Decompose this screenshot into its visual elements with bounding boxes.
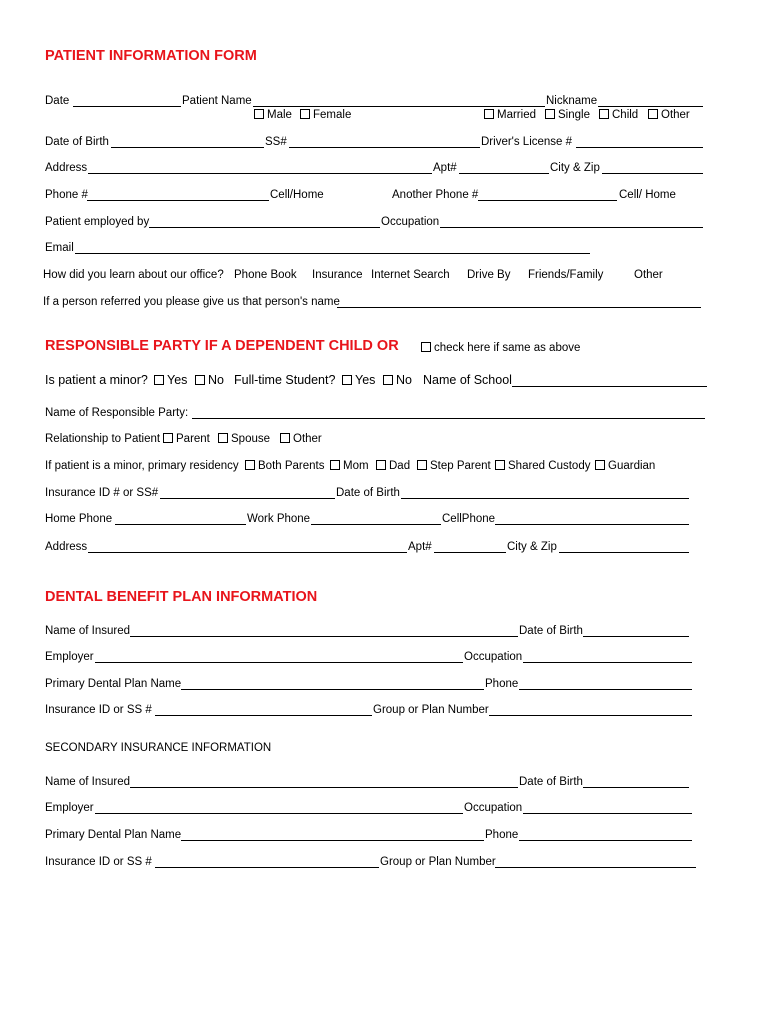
minor-yes-checkbox[interactable]	[154, 375, 164, 385]
dental-group-label: Group or Plan Number	[373, 704, 489, 716]
school-label: Name of School	[423, 373, 512, 387]
dental-plan-title: DENTAL BENEFIT PLAN INFORMATION	[45, 589, 318, 605]
city-zip-label: City & Zip	[550, 162, 600, 174]
sec-plan-name-field[interactable]	[181, 840, 484, 841]
dad-checkbox[interactable]	[376, 460, 386, 470]
both-parents-checkbox[interactable]	[245, 460, 255, 470]
minor-no-option[interactable]: No	[195, 373, 224, 387]
how-learn-label: How did you learn about our office?	[43, 269, 224, 281]
cell-phone-label: CellPhone	[442, 513, 496, 525]
dental-employer-field[interactable]	[95, 662, 463, 663]
apt-label: Apt#	[433, 162, 457, 174]
sec-name-insured-field[interactable]	[130, 787, 518, 788]
residency-both-parents[interactable]: Both Parents	[245, 459, 324, 473]
ss-label: SS#	[265, 136, 287, 148]
dental-name-insured-label: Name of Insured	[45, 625, 131, 637]
home-phone-field[interactable]	[115, 524, 246, 525]
fulltime-question: Full-time Student?	[234, 373, 336, 387]
same-as-above-option[interactable]: check here if same as above	[421, 341, 580, 355]
sec-employer-field[interactable]	[95, 813, 463, 814]
spouse-checkbox[interactable]	[218, 433, 228, 443]
email-field[interactable]	[75, 253, 590, 254]
rp-city-zip-label: City & Zip	[507, 541, 557, 553]
occupation-label: Occupation	[381, 216, 440, 228]
dental-plan-name-field[interactable]	[181, 689, 484, 690]
child-checkbox[interactable]	[599, 109, 609, 119]
residency-label: If patient is a minor, primary residency	[45, 460, 239, 472]
dob-label: Date of Birth	[45, 136, 109, 148]
rp-insurance-id-field[interactable]	[160, 498, 335, 499]
apt-field[interactable]	[459, 173, 549, 174]
sec-plan-name-label: Primary Dental Plan Name	[45, 829, 182, 841]
source-friends-family[interactable]: Friends/Family	[528, 269, 604, 281]
home-phone-label: Home Phone	[45, 513, 113, 525]
license-label: Driver's License #	[481, 136, 573, 148]
spouse-option[interactable]: Spouse	[218, 432, 270, 446]
employed-by-field[interactable]	[149, 227, 380, 228]
dental-dob-field[interactable]	[583, 636, 689, 637]
secondary-insurance-title: SECONDARY INSURANCE INFORMATION	[45, 742, 272, 754]
patient-form-title: PATIENT INFORMATION FORM	[45, 48, 257, 64]
sec-insurance-id-label: Insurance ID or SS #	[45, 856, 152, 868]
married-checkbox[interactable]	[484, 109, 494, 119]
sec-occupation-label: Occupation	[464, 802, 523, 814]
license-field[interactable]	[576, 147, 703, 148]
source-other[interactable]: Other	[634, 269, 663, 281]
relationship-label: Relationship to Patient	[45, 433, 161, 445]
dental-plan-name-label: Primary Dental Plan Name	[45, 678, 182, 690]
mom-checkbox[interactable]	[330, 460, 340, 470]
single-option[interactable]: Single	[545, 108, 590, 122]
address-label: Address	[45, 162, 88, 174]
occupation-field[interactable]	[440, 227, 703, 228]
nickname-field[interactable]	[598, 106, 703, 107]
work-phone-label: Work Phone	[247, 513, 311, 525]
sec-group-label: Group or Plan Number	[380, 856, 496, 868]
sec-group-field[interactable]	[495, 867, 696, 868]
relationship-other-option[interactable]: Other	[280, 432, 322, 446]
step-parent-checkbox[interactable]	[417, 460, 427, 470]
fulltime-no-checkbox[interactable]	[383, 375, 393, 385]
referred-field[interactable]	[337, 307, 701, 308]
dental-name-insured-field[interactable]	[130, 636, 518, 637]
sec-name-insured-label: Name of Insured	[45, 776, 131, 788]
guardian-checkbox[interactable]	[595, 460, 605, 470]
minor-yes-option[interactable]: Yes	[154, 373, 187, 387]
sec-insurance-id-field[interactable]	[155, 867, 379, 868]
responsible-name-label: Name of Responsible Party:	[45, 407, 189, 419]
dental-employer-label: Employer	[45, 651, 94, 663]
fulltime-no-option[interactable]: No	[383, 373, 412, 387]
referred-label: If a person referred you please give us that person's name	[43, 296, 340, 308]
female-option[interactable]: Female	[300, 108, 351, 122]
cell-home-label: Cell/Home	[270, 189, 324, 201]
minor-no-checkbox[interactable]	[195, 375, 205, 385]
residency-dad[interactable]: Dad	[376, 459, 410, 473]
residency-shared-custody[interactable]: Shared Custody	[495, 459, 590, 473]
another-phone-field[interactable]	[478, 200, 617, 201]
patient-name-label: Patient Name	[182, 95, 252, 107]
residency-step-parent[interactable]: Step Parent	[417, 459, 491, 473]
address-field[interactable]	[88, 173, 432, 174]
another-phone-label: Another Phone #	[392, 189, 479, 201]
nickname-label: Nickname	[546, 95, 598, 107]
sec-occupation-field[interactable]	[523, 813, 692, 814]
sec-employer-label: Employer	[45, 802, 94, 814]
dental-occupation-label: Occupation	[464, 651, 523, 663]
date-label: Date	[45, 95, 70, 107]
female-checkbox[interactable]	[300, 109, 310, 119]
dob-field[interactable]	[111, 147, 264, 148]
sec-phone-label: Phone	[485, 829, 519, 841]
fulltime-yes-checkbox[interactable]	[342, 375, 352, 385]
date-field[interactable]	[73, 106, 181, 107]
rp-address-field[interactable]	[88, 552, 407, 553]
relationship-other-checkbox[interactable]	[280, 433, 290, 443]
source-drive-by[interactable]: Drive By	[467, 269, 511, 281]
rp-apt-label: Apt#	[408, 541, 432, 553]
rp-insurance-id-label: Insurance ID # or SS#	[45, 487, 159, 499]
responsible-party-title: RESPONSIBLE PARTY IF A DEPENDENT CHILD OR	[45, 338, 399, 354]
single-checkbox[interactable]	[545, 109, 555, 119]
email-label: Email	[45, 242, 74, 254]
sec-dob-label: Date of Birth	[519, 776, 583, 788]
married-option[interactable]: Married	[484, 108, 536, 122]
phone-field[interactable]	[87, 200, 269, 201]
source-phone-book[interactable]: Phone Book	[234, 269, 297, 281]
parent-checkbox[interactable]	[163, 433, 173, 443]
other-marital-option[interactable]: Other	[648, 108, 690, 122]
dental-group-field[interactable]	[489, 715, 692, 716]
cell-phone-field[interactable]	[495, 524, 689, 525]
rp-apt-field[interactable]	[434, 552, 506, 553]
minor-question: Is patient a minor?	[45, 373, 148, 387]
shared-custody-checkbox[interactable]	[495, 460, 505, 470]
rp-dob-label: Date of Birth	[336, 487, 400, 499]
rp-dob-field[interactable]	[401, 498, 689, 499]
dental-occupation-field[interactable]	[523, 662, 692, 663]
fulltime-yes-option[interactable]: Yes	[342, 373, 375, 387]
work-phone-field[interactable]	[311, 524, 441, 525]
responsible-name-field[interactable]	[192, 418, 705, 419]
residency-guardian[interactable]: Guardian	[595, 459, 655, 473]
child-option[interactable]: Child	[599, 108, 638, 122]
source-internet-search[interactable]: Internet Search	[371, 269, 450, 281]
sec-phone-field[interactable]	[519, 840, 692, 841]
phone-label: Phone #	[45, 189, 88, 201]
dental-insurance-id-label: Insurance ID or SS #	[45, 704, 152, 716]
ss-field[interactable]	[289, 147, 480, 148]
sec-dob-field[interactable]	[583, 787, 689, 788]
school-field[interactable]	[512, 386, 707, 387]
dental-dob-label: Date of Birth	[519, 625, 583, 637]
rp-city-zip-field[interactable]	[559, 552, 689, 553]
other-marital-checkbox[interactable]	[648, 109, 658, 119]
residency-mom[interactable]: Mom	[330, 459, 369, 473]
employed-by-label: Patient employed by	[45, 216, 150, 228]
dental-phone-field[interactable]	[519, 689, 692, 690]
male-checkbox[interactable]	[254, 109, 264, 119]
dental-insurance-id-field[interactable]	[155, 715, 372, 716]
patient-name-field[interactable]	[253, 106, 545, 107]
parent-option[interactable]: Parent	[163, 432, 210, 446]
rp-address-label: Address	[45, 541, 88, 553]
city-zip-field[interactable]	[602, 173, 703, 174]
dental-phone-label: Phone	[485, 678, 519, 690]
source-insurance[interactable]: Insurance	[312, 269, 363, 281]
male-option[interactable]: Male	[254, 108, 292, 122]
cell-home2-label: Cell/ Home	[619, 189, 676, 201]
same-as-above-checkbox[interactable]	[421, 342, 431, 352]
